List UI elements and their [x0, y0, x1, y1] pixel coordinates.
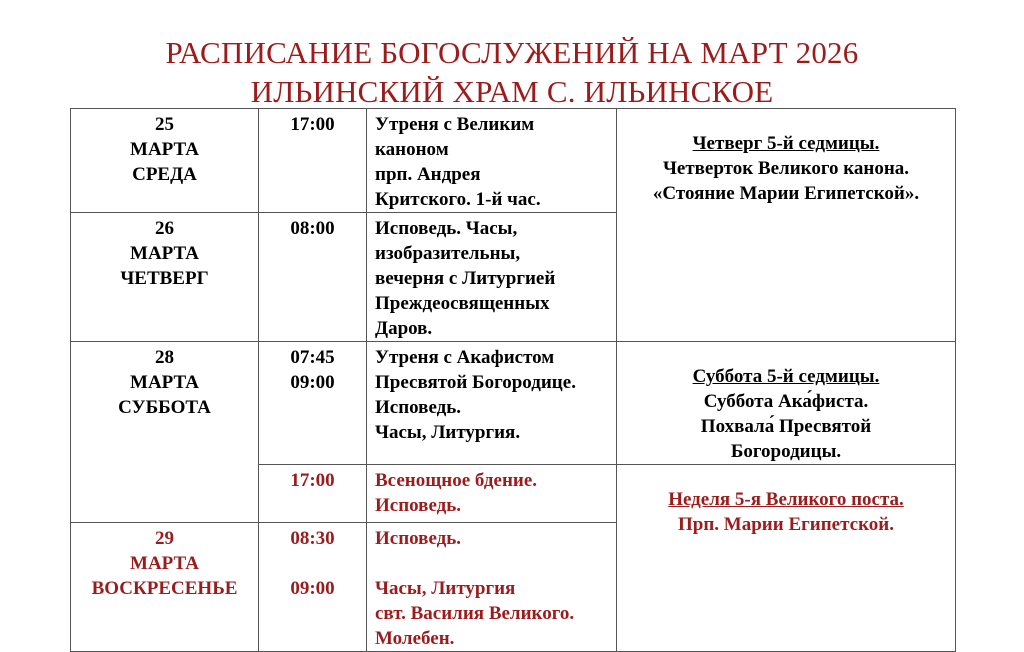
- service-cell: [367, 465, 617, 523]
- service-line: вечерня с Литургией: [375, 268, 556, 289]
- spacer: [259, 551, 366, 576]
- note-line: Четверток Великого канона.: [662, 158, 910, 179]
- service-line: Преждеосвященных: [375, 293, 550, 314]
- service-time: 17:00: [290, 470, 335, 491]
- table-row: [71, 109, 956, 213]
- day-number: 25: [155, 114, 174, 135]
- service-time: 09:00: [290, 372, 335, 393]
- day-number: 29: [155, 528, 174, 549]
- note-cell: [617, 465, 956, 652]
- note-heading: Суббота 5-й седмицы.: [692, 366, 880, 387]
- note-line: Прп. Марии Египетской.: [678, 514, 894, 535]
- note-cell: [617, 109, 956, 342]
- service-line: Всенощное бдение.: [375, 470, 538, 491]
- note-line: «Стояние Марии Египетской».: [652, 183, 920, 204]
- note-line: Суббота Ака́фиста.: [703, 391, 869, 412]
- day-number: 28: [155, 347, 174, 368]
- service-line: Утреня с Акафистом: [375, 347, 555, 368]
- weekday-label: СРЕДА: [132, 164, 197, 185]
- service-line: Исповедь. Часы,: [375, 218, 518, 239]
- day-number: 26: [155, 218, 174, 239]
- month-label: МАРТА: [130, 372, 199, 393]
- service-line: Часы, Литургия: [375, 578, 516, 599]
- page-title: РАСПИСАНИЕ БОГОСЛУЖЕНИЙ НА МАРТ 2026: [165, 35, 859, 70]
- service-cell: [367, 523, 617, 652]
- service-time: 08:30: [290, 528, 335, 549]
- month-label: МАРТА: [130, 243, 199, 264]
- note-line: Похвала́ Пресвятой: [700, 416, 872, 437]
- page-subtitle: ИЛЬИНСКИЙ ХРАМ С. ИЛЬИНСКОЕ: [250, 74, 774, 109]
- service-cell: [367, 342, 617, 465]
- weekday-label: ЧЕТВЕРГ: [120, 268, 209, 289]
- service-cell: [367, 213, 617, 342]
- service-line: Молебен.: [375, 628, 455, 649]
- service-line: прп. Андрея: [375, 164, 481, 185]
- date-cell: [71, 213, 259, 342]
- date-cell: [71, 523, 259, 652]
- date-cell: [71, 109, 259, 213]
- time-cell: [259, 342, 367, 465]
- schedule-table: [70, 108, 956, 652]
- service-line: Пресвятой Богородице.: [375, 372, 576, 393]
- note-cell: [617, 342, 956, 465]
- spacer: [375, 551, 610, 576]
- service-time: 17:00: [290, 114, 335, 135]
- service-time: 08:00: [290, 218, 335, 239]
- date-cell: [71, 342, 259, 523]
- month-label: МАРТА: [130, 553, 199, 574]
- service-time: 07:45: [290, 347, 335, 368]
- note-heading: Четверг 5-й седмицы.: [692, 133, 880, 154]
- service-line: Даров.: [375, 318, 433, 339]
- time-cell: [259, 213, 367, 342]
- weekday-label: СУББОТА: [118, 397, 211, 418]
- service-line: Утреня с Великим: [375, 114, 535, 135]
- service-line: каноном: [375, 139, 449, 160]
- service-line: изобразительны,: [375, 243, 521, 264]
- note-heading: Неделя 5-я Великого поста.: [668, 489, 904, 510]
- time-cell: [259, 109, 367, 213]
- service-time: 09:00: [290, 578, 335, 599]
- time-cell: [259, 465, 367, 523]
- service-line: свт. Василия Великого.: [375, 603, 575, 624]
- service-cell: [367, 109, 617, 213]
- service-line: Исповедь.: [375, 397, 462, 418]
- service-line: Критского. 1-й час.: [375, 189, 541, 210]
- service-line: Часы, Литургия.: [375, 422, 521, 443]
- service-line: Исповедь.: [375, 528, 462, 549]
- weekday-label: ВОСКРЕСЕНЬЕ: [91, 578, 238, 599]
- month-label: МАРТА: [130, 139, 199, 160]
- time-cell: [259, 523, 367, 652]
- service-line: Исповедь.: [375, 495, 462, 516]
- table-row: [71, 342, 956, 465]
- note-line: Богородицы.: [730, 441, 842, 462]
